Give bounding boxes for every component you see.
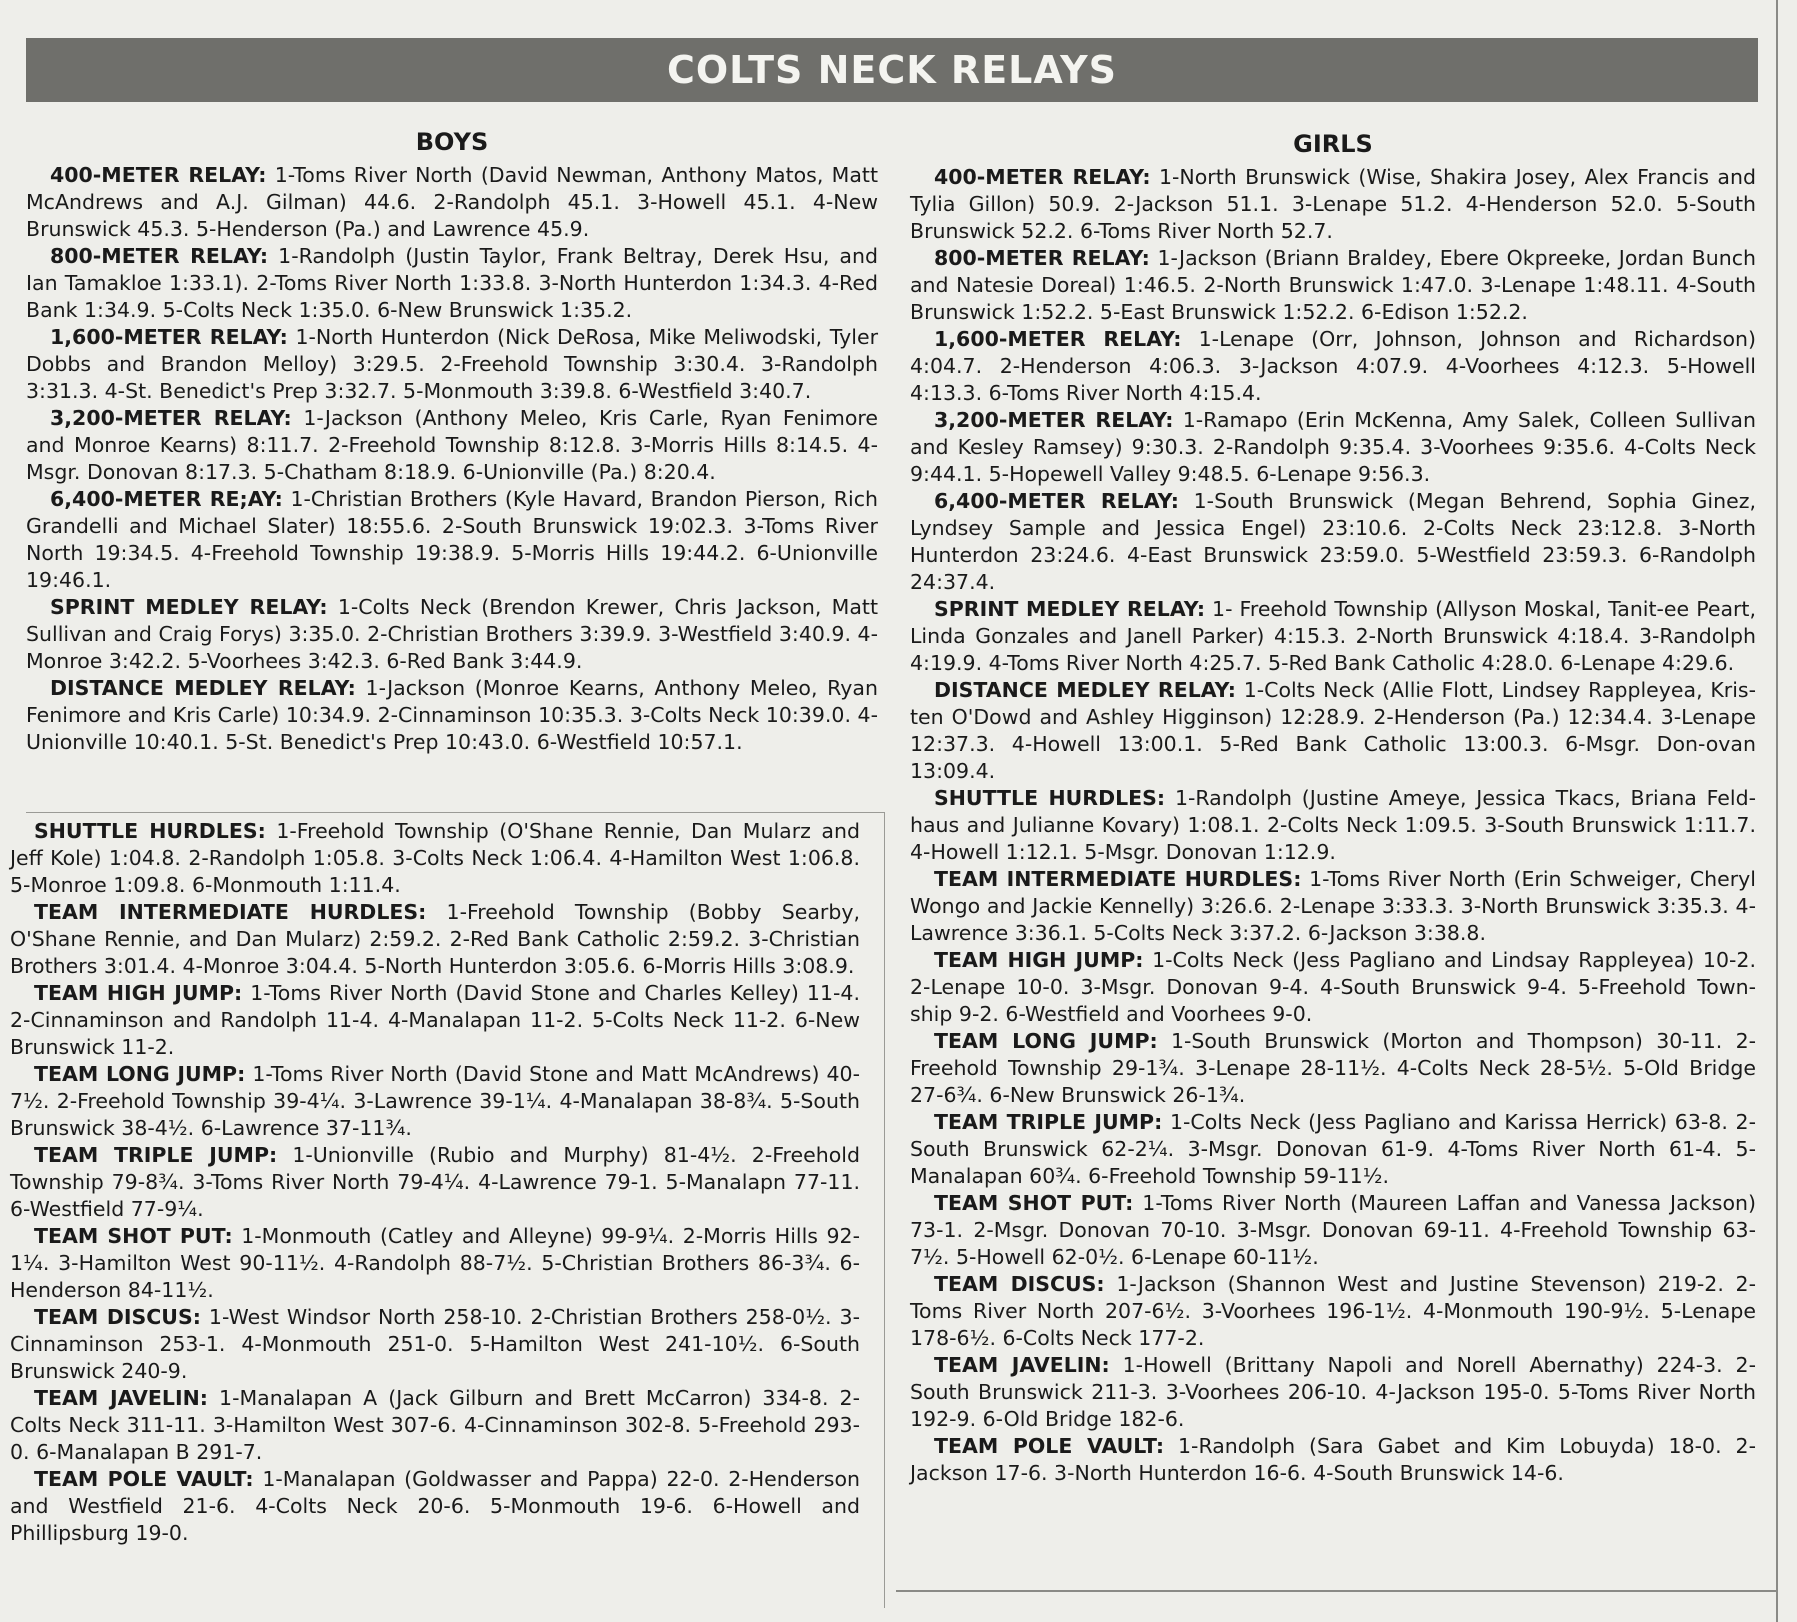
- event-results: 1-Jackson (Anthony Meleo, Kris Carle, Ryan Fenimore and Monroe Kearns) 8:11.7. 2-Freehold Township 8:12.8. 3-Morris Hills 8:14.5. 4-Msgr. Donovan 8:17.3. 5-Chatham 8:18.9. 6-Unionville (Pa.) 8:20.4.: [26, 406, 878, 484]
- boys-heading: BOYS: [415, 128, 489, 156]
- event-results: 1- Freehold Township (Allyson Moskal, Tanit-ee Peart, Linda Gonzales and Janell Parker) 4:15.3. 2-North Brunswick 4:18.4. 3-Randolph 4:19.9. 4-Toms River North 4:25.7. 5-Red Bank Catholic 4:28.0. 6-Lenape 4:29.6.: [910, 597, 1756, 675]
- result-entry: [26, 243, 878, 324]
- event-results: 1-North Hunterdon (Nick DeRosa, Mike Meliwodski, Tyler Dobbs and Brandon Melloy) 3:29.5. 2-Freehold Township 3:30.4. 3-Randolph 3:31.3. 4-St. Benedict's Prep 3:32.7. 5-Monmouth 3:39.8. 6-Westfield 3:40.7.: [26, 325, 879, 403]
- event-name: 3,200-METER RELAY:: [50, 406, 292, 430]
- event-name: 400-METER RELAY:: [50, 163, 267, 187]
- event-name: TEAM DISCUS:: [34, 1305, 201, 1329]
- event-results: 1-Colts Neck (Brendon Krewer, Chris Jackson, Matt Sullivan and Craig Forys) 3:35.0. 2-Christian Brothers 3:39.9. 3-Westfield 3:40.9. 4-Monroe 3:42.2. 5-Voorhees 3:42.3. 6-Red Bank 3:44.9.: [26, 595, 878, 673]
- event-results: 1-Freehold Township (Bobby Searby, O'Shane Rennie, and Dan Mularz) 2:59.2. 2-Red Bank Catholic 2:59.2. 3-Christian Brothers 3:01.4. 4-Monroe 3:04.4. 5-North Hunterdon 3:05.6. 6-Morris Hills 3:08.9.: [10, 900, 861, 978]
- event-name: SPRINT MEDLEY RELAY:: [934, 597, 1206, 621]
- event-results: 1-Randolph (Sara Gabet and Kim Lobuyda) 18-0. 2-Jackson 17-6. 3-North Hunterdon 16-6. 4-South Brunswick 14-6.: [910, 1434, 1756, 1485]
- event-name: 6,400-METER RE;AY:: [50, 487, 283, 511]
- result-entry: [26, 324, 878, 405]
- event-name: SHUTTLE HURDLES:: [34, 819, 266, 843]
- result-entry: [10, 1385, 860, 1466]
- result-entry: [26, 162, 878, 243]
- event-name: TEAM LONG JUMP:: [34, 1062, 246, 1086]
- result-entry: [26, 675, 878, 756]
- event-name: TEAM TRIPLE JUMP:: [34, 1143, 278, 1167]
- event-name: 800-METER RELAY:: [50, 244, 269, 268]
- result-entry: [910, 866, 1756, 947]
- event-name: DISTANCE MEDLEY RELAY:: [934, 678, 1236, 702]
- event-name: SPRINT MEDLEY RELAY:: [50, 595, 328, 619]
- event-results: 1-Jackson (Briann Braldey, Ebere Okpreeke, Jordan Bunch and Natesie Doreal) 1:46.5. 2-North Brunswick 1:47.0. 3-Lenape 1:48.11. 4-South Brunswick 1:52.2. 5-East Brunswick 1:52.2. 6-Edison 1:52.2.: [910, 246, 1756, 324]
- result-entry: [26, 486, 878, 594]
- result-entry: [910, 785, 1756, 866]
- event-results: 1-Freehold Township (O'Shane Rennie, Dan Mularz and Jeff Kole) 1:04.8. 2-Randolph 1:05.8. 3-Colts Neck 1:06.4. 4-Hamilton West 1:06.8. 5-Monroe 1:09.8. 6-Monmouth 1:11.4.: [10, 819, 861, 897]
- event-name: TEAM JAVELIN:: [34, 1386, 208, 1410]
- event-results: 1-Manalapan (Goldwasser and Pappa) 22-0. 2-Henderson and Westfield 21-6. 4-Colts Neck 20-6. 5-Monmouth 19-6. 6-Howell and Phillipsburg 19-0.: [10, 1467, 860, 1545]
- event-name: DISTANCE MEDLEY RELAY:: [50, 676, 356, 700]
- result-entry: [10, 1223, 860, 1304]
- result-entry: [10, 1142, 860, 1223]
- event-name: 1,600-METER RELAY:: [50, 325, 288, 349]
- result-entry: [910, 1190, 1756, 1271]
- result-entry: [910, 164, 1756, 245]
- boys-events-top: [26, 162, 878, 756]
- event-results: 1-Lenape (Orr, Johnson, Johnson and Richardson) 4:04.7. 2-Henderson 4:06.3. 3-Jackson 4:07.9. 4-Voorhees 4:12.3. 5-Howell 4:13.3. 6-Toms River North 4:15.4.: [910, 327, 1756, 405]
- result-entry: [10, 1061, 860, 1142]
- event-results: 1-Toms River North (David Stone and Charles Kelley) 11-4. 2-Cinnaminson and Randolph 11-4. 4-Manalapan 11-2. 5-Colts Neck 11-2. 6-New Brunswick 11-2.: [10, 981, 860, 1059]
- result-entry: [910, 596, 1756, 677]
- event-name: 3,200-METER RELAY:: [934, 408, 1174, 432]
- event-results: 1-Monmouth (Catley and Alleyne) 99-9¼. 2-Morris Hills 92-1¼. 3-Hamilton West 90-11½. 4-Randolph 88-7½. 5-Christian Brothers 86-3¾. 6-Henderson 84-11½.: [10, 1224, 860, 1302]
- event-results: 1-Toms River North (David Stone and Matt McAndrews) 40-7½. 2-Freehold Township 39-4¼. 3-Lawrence 39-1¼. 4-Manalapan 38-8¾. 5-South Brunswick 38-4½. 6-Lawrence 37-11¾.: [10, 1062, 860, 1140]
- result-entry: [910, 1271, 1756, 1352]
- result-entry: [26, 405, 878, 486]
- event-results: 1-Unionville (Rubio and Murphy) 81-4½. 2-Freehold Township 79-8¾. 3-Toms River North 79-4¼. 4-Lawrence 79-1. 5-Manalapn 77-11. 6-Westfield 77-9¼.: [10, 1143, 860, 1221]
- event-name: TEAM POLE VAULT:: [934, 1434, 1165, 1458]
- result-entry: [910, 488, 1756, 596]
- event-results: 1-Ramapo (Erin McKenna, Amy Salek, Colleen Sullivan and Kesley Ramsey) 9:30.3. 2-Randolph 9:35.4. 3-Voorhees 9:35.6. 4-Colts Neck 9:44.1. 5-Hopewell Valley 9:48.5. 6-Lenape 9:56.3.: [910, 408, 1756, 486]
- result-entry: [910, 326, 1756, 407]
- result-entry: [910, 1433, 1756, 1487]
- boys-column-bottom: [10, 818, 860, 1547]
- event-results: 1-Christian Brothers (Kyle Havard, Brandon Pierson, Rich Grandelli and Michael Slater) 18:55.6. 2-South Brunswick 19:02.3. 3-Toms River North 19:34.5. 4-Freehold Township 19:38.9. 5-Morris Hills 19:44.2. 6-Unionville 19:46.1.: [26, 487, 878, 592]
- result-entry: [910, 245, 1756, 326]
- girls-column: [910, 130, 1756, 1487]
- result-entry: [910, 947, 1756, 1028]
- event-results: 1-Jackson (Shannon West and Justine Stevenson) 219-2. 2-Toms River North 207-6½. 3-Voorhees 196-1½. 4-Monmouth 190-9½. 5-Lenape 178-6½. 6-Colts Neck 177-2.: [910, 1272, 1756, 1350]
- event-name: TEAM SHOT PUT:: [34, 1224, 233, 1248]
- event-results: 1-Howell (Brittany Napoli and Norell Abernathy) 224-3. 2-South Brunswick 211-3. 3-Voorhees 206-10. 4-Jackson 195-0. 5-Toms River North 192-9. 6-Old Bridge 182-6.: [910, 1353, 1757, 1431]
- event-results: 1-Jackson (Monroe Kearns, Anthony Meleo, Ryan Fenimore and Kris Carle) 10:34.9. 2-Cinnaminson 10:35.3. 3-Colts Neck 10:39.0. 4-Unionville 10:40.1. 5-St. Benedict's Prep 10:43.0. 6-Westfield 10:57.1.: [26, 676, 878, 754]
- result-entry: [26, 594, 878, 675]
- event-name: 1,600-METER RELAY:: [934, 327, 1182, 351]
- event-name: TEAM JAVELIN:: [934, 1353, 1110, 1377]
- event-name: TEAM INTERMEDIATE HURDLES:: [934, 867, 1302, 891]
- event-name: SHUTTLE HURDLES:: [934, 786, 1166, 810]
- result-entry: [910, 677, 1756, 785]
- event-name: TEAM HIGH JUMP:: [934, 948, 1144, 972]
- event-name: 6,400-METER RELAY:: [934, 489, 1179, 513]
- page-title: COLTS NECK RELAYS: [666, 48, 1118, 92]
- event-results: 1-Toms River North (David Newman, Anthony Matos, Matt McAndrews and A.J. Gilman) 44.6. 2-Randolph 45.1. 3-Howell 45.1. 4-New Brunswick 45.3. 5-Henderson (Pa.) and Lawrence 45.9.: [26, 163, 878, 241]
- result-entry: [10, 818, 860, 899]
- event-results: 1-Manalapan A (Jack Gilburn and Brett McCarron) 334-8. 2-Colts Neck 311-11. 3-Hamilton West 307-6. 4-Cinnaminson 302-8. 5-Freehold 293-0. 6-Manalapan B 291-7.: [10, 1386, 860, 1464]
- girls-heading: GIRLS: [1293, 130, 1373, 158]
- event-results: 1-West Windsor North 258-10. 2-Christian Brothers 258-0½. 3-Cinnaminson 253-1. 4-Monmouth 251-0. 5-Hamilton West 241-10½. 6-South Brunswick 240-9.: [10, 1305, 860, 1383]
- event-results: 1-North Brunswick (Wise, Shakira Josey, Alex Francis and Tylia Gillon) 50.9. 2-Jackson 51.1. 3-Lenape 51.2. 4-Henderson 52.0. 5-South Brunswick 52.2. 6-Toms River North 52.7.: [910, 165, 1756, 243]
- result-entry: [910, 1352, 1756, 1433]
- result-entry: [10, 980, 860, 1061]
- event-results: 1-Randolph (Justin Taylor, Frank Beltray, Derek Hsu, and Ian Tamakloe 1:33.1). 2-Toms River North 1:33.8. 3-North Hunterdon 1:34.3. 4-Red Bank 1:34.9. 5-Colts Neck 1:35.0. 6-New Brunswick 1:35.2.: [26, 244, 878, 322]
- event-name: TEAM HIGH JUMP:: [34, 981, 243, 1005]
- girls-bottom-rule: [896, 1590, 1776, 1592]
- event-name: TEAM SHOT PUT:: [934, 1191, 1134, 1215]
- result-entry: [10, 1466, 860, 1547]
- event-results: 1-South Brunswick (Morton and Thompson) 30-11. 2-Freehold Township 29-1¾. 3-Lenape 28-11½. 4-Colts Neck 28-5½. 5-Old Bridge 27-6¾. 6-New Brunswick 26-1¾.: [910, 1029, 1757, 1107]
- event-results: 1-Toms River North (Maureen Laffan and Vanessa Jackson) 73-1. 2-Msgr. Donovan 70-10. 3-Msgr. Donovan 69-11. 4-Freehold Township 63-7½. 5-Howell 62-0½. 6-Lenape 60-11½.: [910, 1191, 1756, 1269]
- event-results: 1-Randolph (Justine Ameye, Jessica Tkacs, Briana Feld-haus and Julianne Kovary) 1:08.1. 2-Colts Neck 1:09.5. 3-South Brunswick 1:11.7. 4-Howell 1:12.1. 5-Msgr. Donovan 1:12.9.: [910, 786, 1757, 864]
- event-name: TEAM DISCUS:: [934, 1272, 1105, 1296]
- event-results: 1-South Brunswick (Megan Behrend, Sophia Ginez, Lyndsey Sample and Jessica Engel) 23:10.6. 2-Colts Neck 23:12.8. 3-North Hunterdon 23:24.6. 4-East Brunswick 23:59.0. 5-Westfield 23:59.3. 6-Randolph 24:37.4.: [910, 489, 1756, 594]
- event-name: 400-METER RELAY:: [934, 165, 1151, 189]
- event-name: TEAM TRIPLE JUMP:: [934, 1110, 1163, 1134]
- right-column-rule: [1776, 0, 1778, 1622]
- boys-column-top: [26, 128, 878, 756]
- title-banner: [26, 38, 1758, 102]
- result-entry: [10, 1304, 860, 1385]
- event-name: TEAM POLE VAULT:: [34, 1467, 254, 1491]
- result-entry: [910, 1109, 1756, 1190]
- boys-section-rule: [26, 812, 884, 813]
- event-name: TEAM LONG JUMP:: [934, 1029, 1158, 1053]
- event-results: 1-Colts Neck (Jess Pagliano and Lindsay Rappleyea) 10-2. 2-Lenape 10-0. 3-Msgr. Donovan 9-4. 4-South Brunswick 9-4. 5-Freehold Town-ship 9-2. 6-Westfield and Voorhees 9-0.: [910, 948, 1756, 1026]
- result-entry: [10, 899, 860, 980]
- center-column-rule: [884, 812, 885, 1608]
- result-entry: [910, 407, 1756, 488]
- event-results: 1-Colts Neck (Jess Pagliano and Karissa Herrick) 63-8. 2-South Brunswick 62-2¼. 3-Msgr. Donovan 61-9. 4-Toms River North 61-4. 5-Manalapan 60¾. 6-Freehold Township 59-11½.: [910, 1110, 1756, 1188]
- event-name: TEAM INTERMEDIATE HURDLES:: [34, 900, 427, 924]
- event-name: 800-METER RELAY:: [934, 246, 1150, 270]
- event-results: 1-Colts Neck (Allie Flott, Lindsey Rappleyea, Kris-ten O'Dowd and Ashley Higginson) 12:28.9. 2-Henderson (Pa.) 12:34.4. 3-Lenape 12:37.3. 4-Howell 13:00.1. 5-Red Bank Catholic 13:00.3. 6-Msgr. Don-ovan 13:09.4.: [910, 678, 1756, 783]
- event-results: 1-Toms River North (Erin Schweiger, Cheryl Wongo and Jackie Kennelly) 3:26.6. 2-Lenape 3:33.3. 3-North Brunswick 3:35.3. 4-Lawrence 3:36.1. 5-Colts Neck 3:37.2. 6-Jackson 3:38.8.: [910, 867, 1757, 945]
- result-entry: [910, 1028, 1756, 1109]
